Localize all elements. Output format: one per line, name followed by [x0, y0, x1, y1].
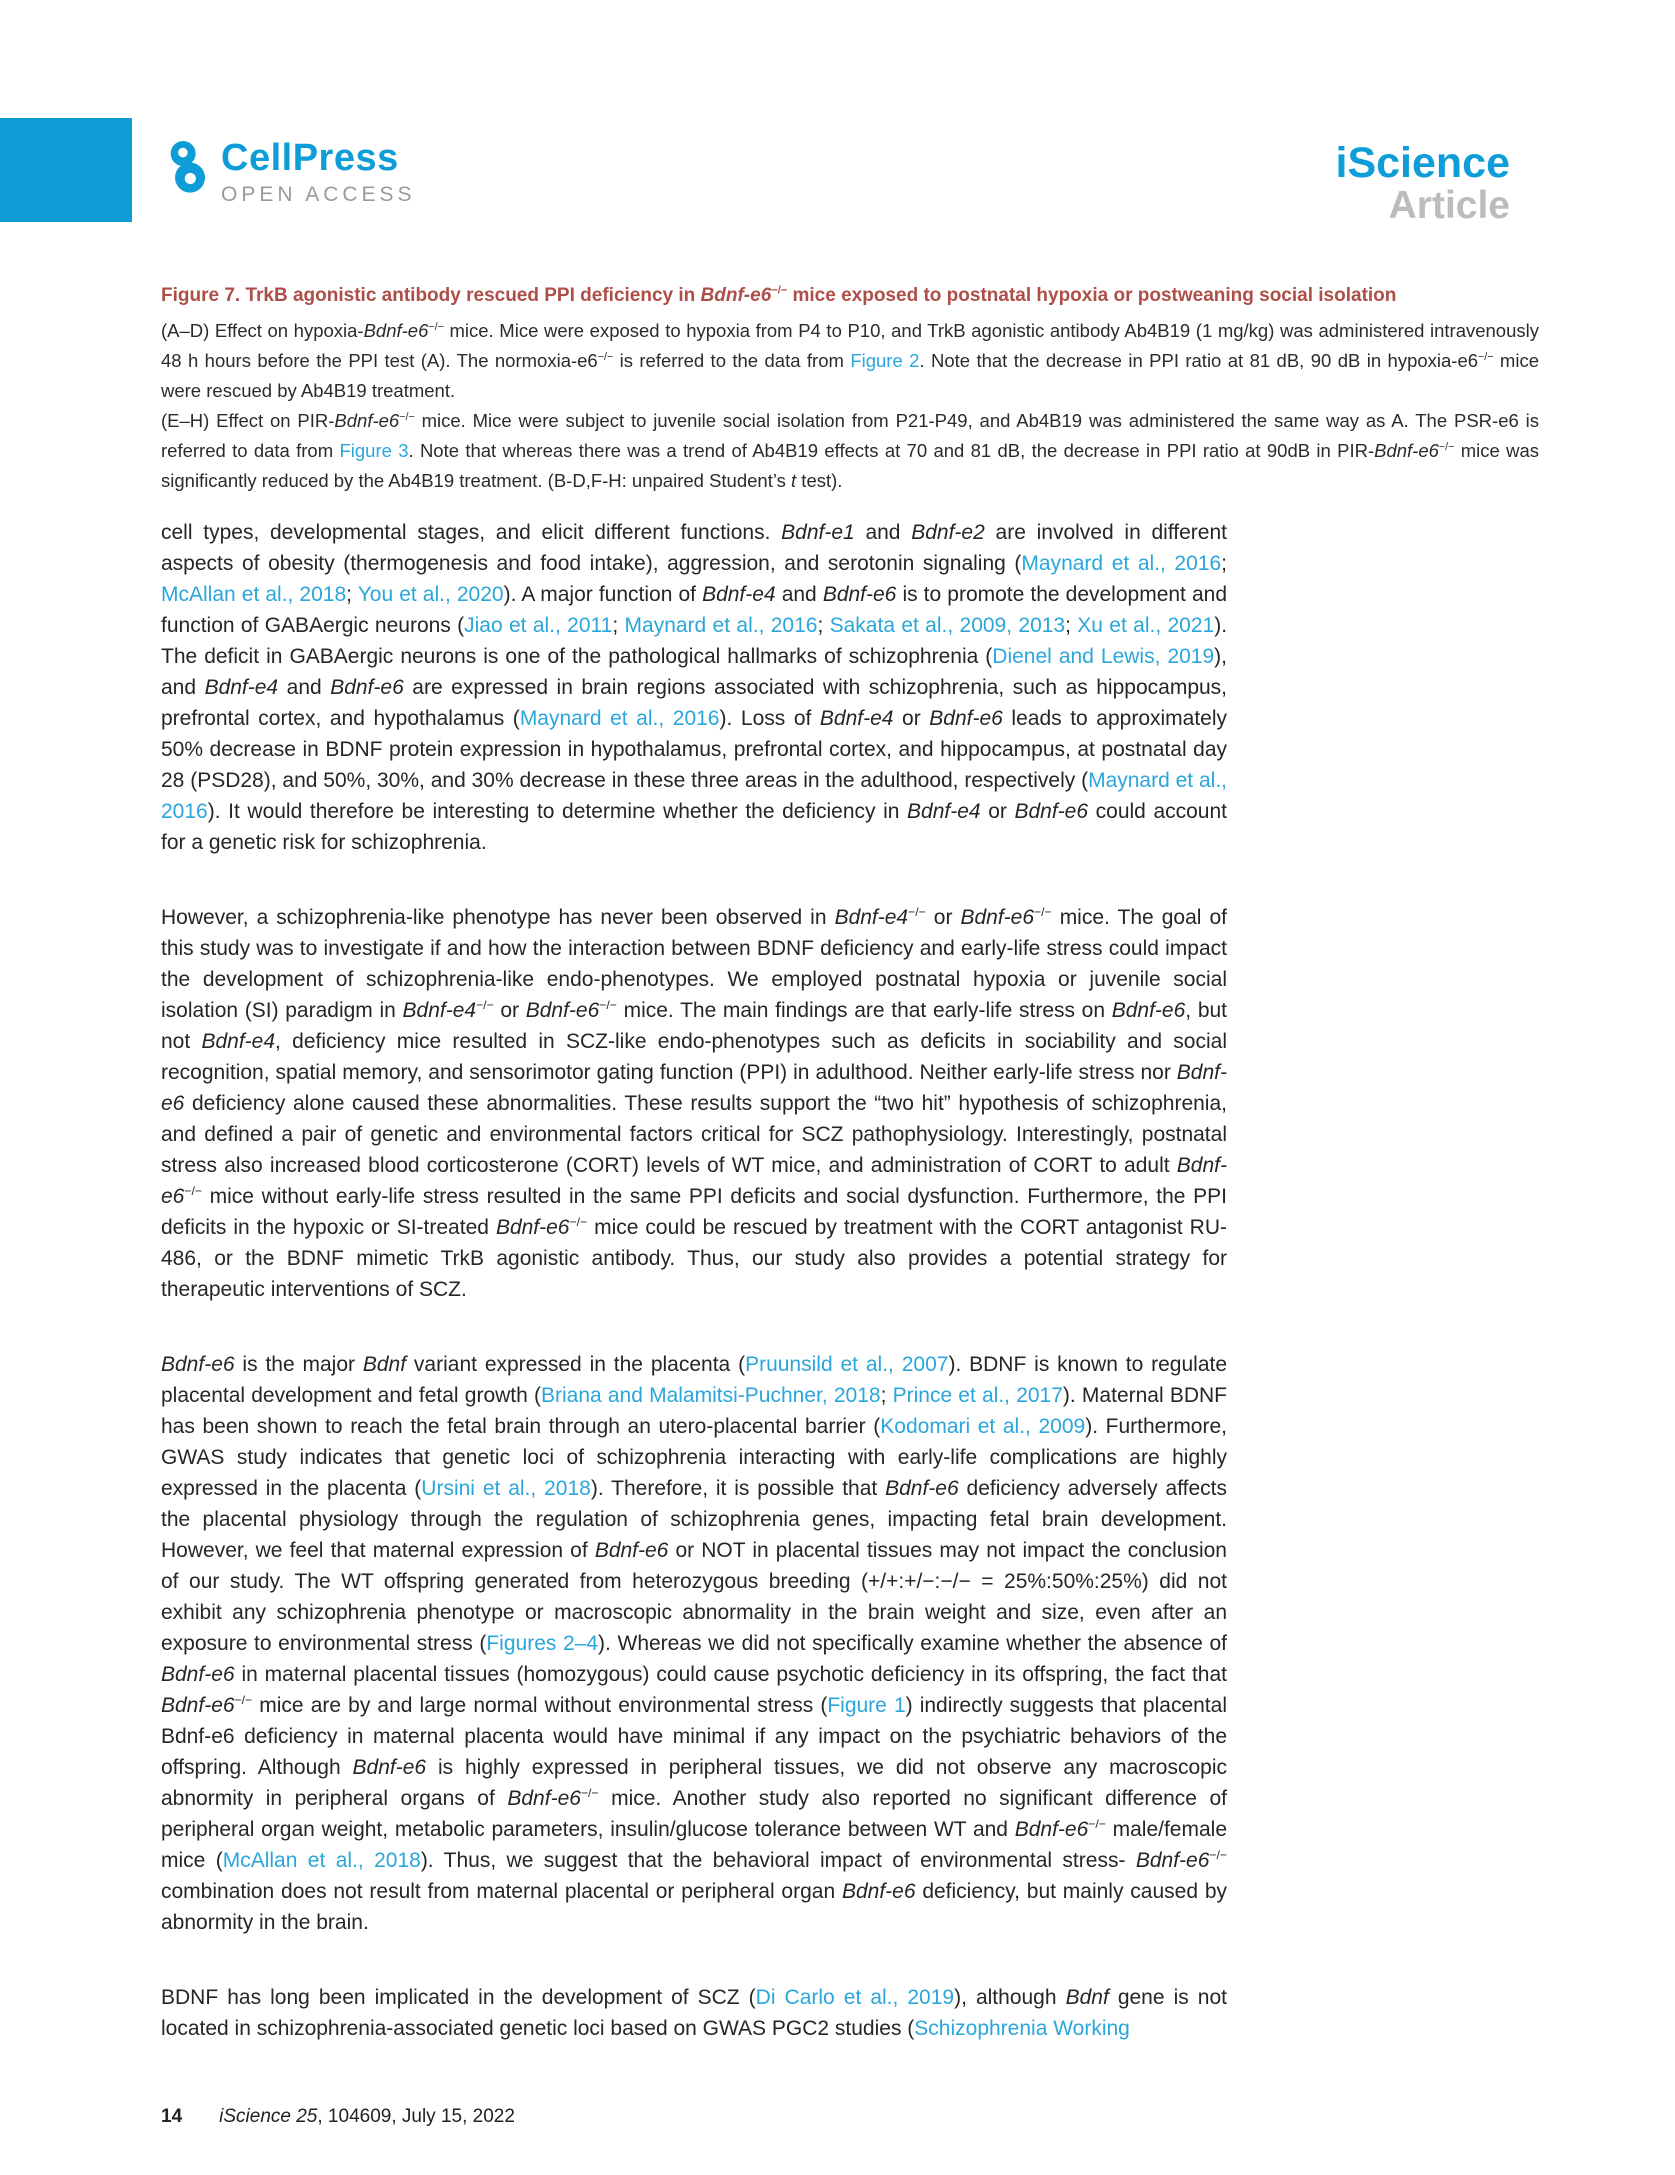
text-segment: in maternal placental tissues (homozygous) could cause psychotic deficiency in its offspring, the fact that: [234, 1663, 1227, 1686]
citation-link[interactable]: McAllan et al., 2018: [222, 1849, 421, 1872]
text-segment: Bdnf-e6: [161, 1154, 1227, 1208]
text-segment: Bdnf-e6: [960, 906, 1035, 929]
publisher-name: CellPress: [221, 137, 399, 179]
text-segment: Bdnf-e6: [822, 583, 897, 606]
citation-link[interactable]: Dienel and Lewis, 2019: [992, 645, 1215, 668]
text-segment: ). It would therefore be interesting to determine whether the deficiency in: [207, 800, 908, 823]
text-segment: , but not: [161, 999, 1228, 1053]
text-segment: combination does not result from maternal placental or peripheral organ: [161, 1880, 842, 1903]
text-segment: Bdnf-e6: [1374, 440, 1439, 461]
text-segment: Bdnf-e6: [363, 320, 429, 341]
superscript-genotype: −/−: [1438, 440, 1455, 453]
text-segment: ;: [880, 1384, 893, 1407]
article-type-label: Article: [1388, 184, 1510, 227]
text-segment: BDNF has long been implicated in the development of SCZ (: [161, 1986, 756, 2009]
text-segment: ) indirectly suggests that placental Bdnf-e6 deficiency in maternal placenta would have minimal if any impact on the psychiatric behaviors of the offspring. Although: [161, 1694, 1227, 1779]
text-segment: Bdnf-e6: [161, 1061, 1227, 1115]
journal-title: iScience: [1335, 139, 1510, 187]
cellpress-logo-icon: [163, 138, 211, 198]
body-paragraph-4: [161, 1982, 1227, 2044]
text-segment: Bdnf: [362, 1353, 407, 1376]
figure-caption-paragraph-a-d: [161, 316, 1539, 406]
text-segment: mice were rescued by Ab4B19 treatment.: [161, 350, 1539, 401]
text-segment: Bdnf-e6: [1111, 999, 1186, 1022]
citation-link[interactable]: Maynard et al., 2016: [624, 614, 818, 637]
text-segment: ). Furthermore, GWAS study indicates that genetic loci of schizophrenia interacting with early-life complications are highly expressed in the placenta (: [161, 1415, 1227, 1500]
text-segment: , 104609, July 15, 2022: [317, 2106, 515, 2127]
text-segment: Bdnf-e4: [702, 583, 776, 606]
citation-link[interactable]: Sakata et al., 2009, 2013: [829, 614, 1066, 637]
text-segment: could account for a genetic risk for schizophrenia.: [161, 800, 1227, 854]
citation-link[interactable]: Maynard et al., 2016: [161, 769, 1227, 823]
citation-link[interactable]: Briana and Malamitsi-Puchner, 2018: [540, 1384, 881, 1407]
text-segment: Bdnf-e2: [911, 521, 985, 544]
text-segment: Bdnf-e6: [1135, 1849, 1210, 1872]
text-segment: mice. Mice were exposed to hypoxia from P4 to P10, and TrkB agonistic antibody Ab4B19 (1 mg/kg) was administered intravenously 48 h hours before the PPI test (A). The normoxia-e6: [161, 320, 1539, 371]
text-segment: is highly expressed in peripheral tissues, we did not observe any macroscopic abnormity in peripheral organs of: [161, 1756, 1227, 1810]
text-segment: are involved in different aspects of obesity (thermogenesis and food intake), aggression, and serotonin signaling (: [161, 521, 1227, 575]
journal-header: [1336, 141, 1511, 227]
text-segment: ;: [1065, 614, 1078, 637]
figure-caption-title: [161, 281, 1539, 311]
superscript-genotype: −/−: [1478, 350, 1494, 363]
text-segment: mice. The goal of this study was to investigate if and how the interaction between BDNF deficiency and early-life stress could impact the development of schizophrenia-like endo-phenotypes. We employed postnatal hypoxia or juvenile social isolation (SI) paradigm in: [161, 906, 1227, 1022]
text-segment: or: [493, 999, 526, 1022]
text-segment: deficiency adversely affects the placental physiology through the regulation of schizophrenia genes, impacting fetal brain development. However, we feel that maternal expression of: [161, 1477, 1228, 1562]
text-segment: gene is not located in schizophrenia-associated genetic loci based on GWAS PGC2 studies (: [161, 1986, 1227, 2040]
open-access-label: OPEN ACCESS: [221, 183, 416, 206]
figure-caption: [161, 281, 1539, 496]
citation-link[interactable]: Jiao et al., 2011: [464, 614, 613, 637]
superscript-genotype: −/−: [771, 284, 788, 297]
text-segment: Bdnf-e6: [1014, 800, 1089, 823]
text-segment: Bdnf-e4: [907, 800, 981, 823]
text-segment: Bdnf-e6: [334, 410, 400, 431]
citation-link[interactable]: Prince et al., 2017: [892, 1384, 1063, 1407]
superscript-genotype: −/−: [234, 1693, 253, 1707]
text-segment: ), and: [161, 645, 1227, 699]
text-segment: are expressed in brain regions associated with schizophrenia, such as hippocampus, prefrontal cortex, and hypothalamus (: [161, 676, 1228, 730]
text-segment: Bdnf-e6: [525, 999, 600, 1022]
cellpress-brand-bar: [0, 118, 132, 222]
text-segment: Bdnf-e6: [161, 1353, 235, 1376]
page-footer: [161, 2106, 515, 2128]
text-segment: is referred to the data from: [613, 350, 851, 371]
article-body: [161, 517, 1227, 2044]
text-segment: deficiency alone caused these abnormalities. These results support the “two hit” hypothesis of schizophrenia, and defined a pair of genetic and environmental factors critical for SCZ pathophysiology. Interestingly, postnatal stress also increased blood corticosterone (CORT) levels of WT mice, and administration of CORT to adult: [161, 1092, 1227, 1177]
superscript-genotype: −/−: [1088, 1817, 1106, 1831]
superscript-genotype: −/−: [476, 998, 494, 1012]
citation-link[interactable]: Maynard et al., 2016: [519, 707, 720, 730]
text-segment: ). BDNF is known to regulate placental development and fetal growth (: [161, 1353, 1228, 1407]
text-segment: Bdnf-e6: [929, 707, 1003, 730]
body-paragraph-3: [161, 1349, 1227, 1938]
text-segment: Bdnf-e6: [161, 1694, 235, 1717]
figure-caption-paragraph-e-h: [161, 406, 1539, 496]
superscript-genotype: −/−: [184, 1184, 202, 1198]
text-segment: Bdnf-e4: [201, 1030, 276, 1053]
body-paragraph-1: [161, 517, 1227, 858]
text-segment: Bdnf-e6: [352, 1756, 427, 1779]
text-segment: leads to approximately 50% decrease in BDNF protein expression in hypothalamus, prefrontal cortex, and hippocampus, at postnatal day 28 (PSD28), and 50%, 30%, and 30% decrease in these three areas in the adulthood, respectively (: [161, 707, 1228, 792]
citation-link[interactable]: Schizophrenia Working: [914, 2017, 1130, 2040]
citation-link[interactable]: You et al., 2020: [357, 583, 504, 606]
text-segment: Bdnf-e6: [594, 1539, 669, 1562]
superscript-genotype: −/−: [597, 350, 614, 363]
text-segment: ). Whereas we did not specifically examine whether the absence of: [598, 1632, 1227, 1655]
citation-link[interactable]: Figures 2–4: [486, 1632, 599, 1655]
text-segment: ). A major function of: [503, 583, 703, 606]
text-segment: ). Loss of: [719, 707, 820, 730]
text-segment: Bdnf-e6: [1014, 1818, 1089, 1841]
citation-link[interactable]: McAllan et al., 2018: [161, 583, 347, 606]
text-segment: Bdnf-e6: [507, 1787, 581, 1810]
citation-link[interactable]: Kodomari et al., 2009: [880, 1415, 1086, 1438]
text-segment: Bdnf-e6: [700, 285, 772, 306]
text-segment: (E–H) Effect on PIR-: [161, 410, 335, 431]
superscript-genotype: −/−: [1034, 905, 1052, 919]
text-segment: Bdnf-e6: [885, 1477, 959, 1500]
text-segment: t: [791, 470, 797, 491]
text-segment: or NOT in placental tissues may not impact the conclusion of our study. The WT offspring generated from heterozygous breeding (+/+:+/−:−/− = 25%:50%:25%) did not exhibit any schizophrenia phenotype or macroscopic abnormality in the brain weight and size, even after an exposure to environmental stress (: [161, 1539, 1227, 1655]
text-segment: mice was significantly reduced by the Ab4B19 treatment. (B-D,F-H: unpaired Student’s: [161, 440, 1539, 491]
journal-citation: [219, 2106, 515, 2128]
superscript-genotype: −/−: [428, 320, 444, 333]
text-segment: ;: [817, 614, 830, 637]
citation-link[interactable]: Figure 2: [850, 350, 920, 371]
text-segment: male/female mice (: [161, 1818, 1228, 1872]
cellpress-logo-text: [221, 138, 416, 207]
text-segment: Bdnf-e4: [819, 707, 894, 730]
text-segment: Bdnf-e6: [330, 676, 404, 699]
text-segment: and: [775, 583, 823, 606]
text-segment: test).: [796, 470, 843, 491]
text-segment: ). Thus, we suggest that the behavioral impact of environmental stress-: [420, 1849, 1136, 1872]
text-segment: mice. Another study also reported no significant difference of peripheral organ weight, metabolic parameters, insulin/glucose tolerance between WT and: [161, 1787, 1228, 1841]
superscript-genotype: −/−: [399, 410, 415, 423]
superscript-genotype: −/−: [908, 905, 926, 919]
text-segment: ). Maternal BDNF has been shown to reach the fetal brain through an utero-placental barrier (: [161, 1384, 1227, 1438]
text-segment: . Note that the decrease in PPI ratio at 81 dB, 90 dB in hypoxia-e6: [919, 350, 1479, 371]
text-segment: is to promote the development and function of GABAergic neurons (: [161, 583, 1228, 637]
text-segment: or: [980, 800, 1015, 823]
text-segment: Bdnf-e6: [841, 1880, 916, 1903]
text-segment: mice without early-life stress resulted in the same PPI deficits and social dysfunction. Furthermore, the PPI deficits in the hypoxic or SI-treated: [161, 1185, 1227, 1239]
text-segment: Bdnf-e6: [495, 1216, 570, 1239]
citation-link[interactable]: Xu et al., 2021: [1077, 614, 1215, 637]
cellpress-logo: [163, 138, 416, 207]
text-segment: mice could be rescued by treatment with the CORT antagonist RU-486, or the BDNF mimetic TrkB agonistic antibody. Thus, our study also provides a potential strategy for therapeutic interventions of SCZ.: [161, 1216, 1227, 1301]
text-segment: . Note that whereas there was a trend of Ab4B19 effects at 70 and 81 dB, the decrease in PPI ratio at 90dB in PIR-: [408, 440, 1375, 461]
text-segment: Bdnf-e6: [161, 1663, 235, 1686]
text-segment: iScience 25: [219, 2106, 318, 2127]
text-segment: variant expressed in the placenta (: [406, 1353, 746, 1376]
text-segment: mice. The main findings are that early-life stress on: [616, 999, 1112, 1022]
body-paragraph-2: [161, 902, 1227, 1305]
text-segment: , deficiency mice resulted in SCZ-like endo-phenotypes such as deficits in sociability and social recognition, spatial memory, and sensorimotor gating function (PPI) in adulthood. Neither early-life stress nor: [161, 1030, 1227, 1084]
text-segment: Figure 7. TrkB agonistic antibody rescued PPI deficiency in: [161, 285, 701, 306]
text-segment: mice. Mice were subject to juvenile social isolation from P21-P49, and Ab4B19 was administered the same way as A. The PSR-e6 is referred to data from: [161, 410, 1539, 461]
text-segment: mice exposed to postnatal hypoxia or postweaning social isolation: [787, 285, 1397, 306]
text-segment: or: [893, 707, 930, 730]
text-segment: and: [278, 676, 331, 699]
text-segment: is the major: [234, 1353, 363, 1376]
citation-link[interactable]: Di Carlo et al., 2019: [755, 1986, 955, 2009]
text-segment: mice are by and large normal without environmental stress (: [252, 1694, 828, 1717]
text-segment: (A–D) Effect on hypoxia-: [161, 320, 364, 341]
text-segment: ;: [612, 614, 625, 637]
text-segment: Bdnf-e1: [781, 521, 855, 544]
citation-link[interactable]: Figure 3: [339, 440, 409, 461]
text-segment: ), although: [954, 1986, 1066, 2009]
text-segment: ;: [1221, 552, 1227, 575]
text-segment: Bdnf: [1065, 1986, 1109, 2009]
text-segment: ). The deficit in GABAergic neurons is one of the pathological hallmarks of schizophrenia (: [161, 614, 1228, 668]
page-number: 14: [161, 2106, 183, 2127]
text-segment: cell types, developmental stages, and elicit different functions.: [161, 521, 782, 544]
text-segment: Bdnf-e4: [834, 906, 909, 929]
citation-link[interactable]: Maynard et al., 2016: [1021, 552, 1222, 575]
superscript-genotype: −/−: [599, 998, 617, 1012]
text-segment: Bdnf-e4: [204, 676, 279, 699]
citation-link[interactable]: Figure 1: [827, 1694, 906, 1717]
text-segment: deficiency, but mainly caused by abnormity in the brain.: [161, 1880, 1227, 1934]
superscript-genotype: −/−: [1209, 1848, 1227, 1862]
text-segment: and: [854, 521, 912, 544]
text-segment: or: [925, 906, 961, 929]
text-segment: However, a schizophrenia-like phenotype has never been observed in: [161, 906, 835, 929]
citation-link[interactable]: Pruunsild et al., 2007: [745, 1353, 949, 1376]
text-segment: ). Therefore, it is possible that: [590, 1477, 886, 1500]
citation-link[interactable]: Ursini et al., 2018: [421, 1477, 591, 1500]
superscript-genotype: −/−: [569, 1215, 588, 1229]
text-segment: ;: [346, 583, 358, 606]
text-segment: Bdnf-e4: [402, 999, 477, 1022]
superscript-genotype: −/−: [580, 1786, 599, 1800]
